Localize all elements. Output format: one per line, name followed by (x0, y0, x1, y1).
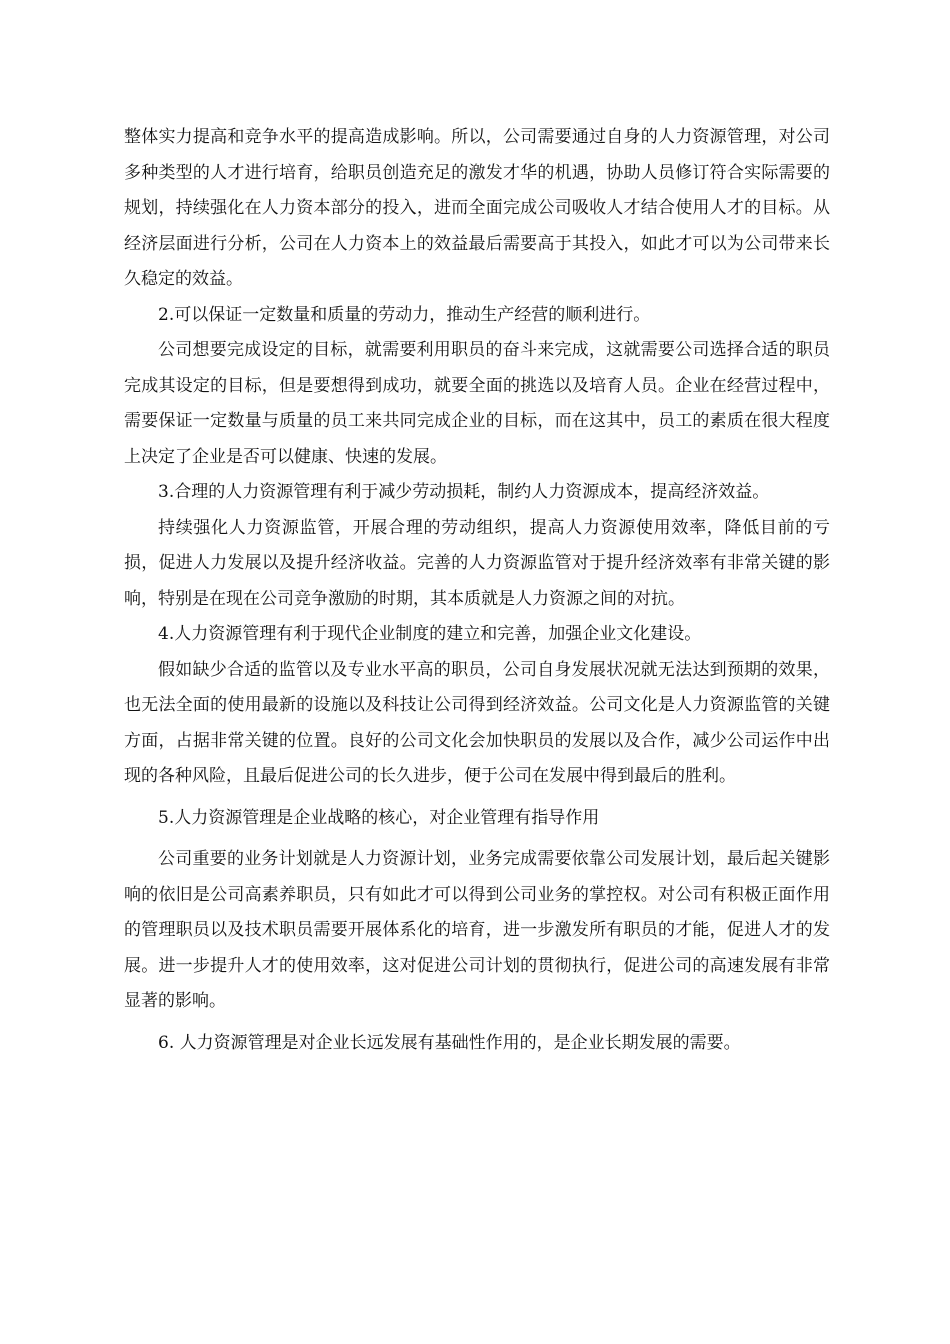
section-heading-3: 3.合理的人力资源管理有利于减少劳动损耗，制约人力资源成本，提高经济效益。 (158, 482, 770, 502)
document-body (124, 120, 830, 1061)
section-heading-4: 4.人力资源管理有利于现代企业制度的建立和完善，加强企业文化建设。 (158, 624, 702, 644)
paragraph-section-4: 假如缺少合适的监管以及专业水平高的职员，公司自身发展状况就无法达到预期的效果，也无法全面的使用最新的设施以及科技让公司得到经济效益。公司文化是人力资源监管的关键方面，占据非常关键的位置。良好的公司文化会加快职员的发展以及合作，减少公司运作中出现的各种风险，且最后促进公司的长久进步，便于公司在发展中得到最后的胜利。 (124, 659, 830, 786)
paragraph-section-5: 公司重要的业务计划就是人力资源计划，业务完成需要依靠公司发展计划，最后起关键影响的依旧是公司高素养职员，只有如此才可以得到公司业务的掌控权。对公司有积极正面作用的管理职员以及技术职员需要开展体系化的培育，进一步激发所有职员的才能，促进人才的发展。进一步提升人才的使用效率，这对促进公司计划的贯彻执行，促进公司的高速发展有非常显著的影响。 (124, 849, 830, 1011)
section-heading-5: 5.人力资源管理是企业战略的核心，对企业管理有指导作用 (158, 807, 600, 828)
paragraph-continuation: 整体实力提高和竞争水平的提高造成影响。所以，公司需要通过自身的人力资源管理，对公司多种类型的人才进行培育，给职员创造充足的激发才华的机遇，协助人员修订符合实际需要的规划，持续强化在人力资本部分的投入，进而全面完成公司吸收人才结合使用人才的目标。从经济层面进行分析，公司在人力资本上的效益最后需要高于其投入，如此才可以为公司带来长久稳定的效益。 (124, 127, 830, 289)
section-heading-2: 2.可以保证一定数量和质量的劳动力，推动生产经营的顺利进行。 (158, 304, 651, 325)
paragraph-section-3: 持续强化人力资源监管，开展合理的劳动组织，提高人力资源使用效率，降低目前的亏损，促进人力发展以及提升经济收益。完善的人力资源监管对于提升经济效率有非常关键的影响，特别是在现在公司竞争激励的时期，其本质就是人力资源之间的对抗。 (124, 517, 830, 609)
section-heading-6: 6. 人力资源管理是对企业长远发展有基础性作用的，是企业长期发展的需要。 (158, 1032, 741, 1053)
paragraph-section-2: 公司想要完成设定的目标，就需要利用职员的奋斗来完成，这就需要公司选择合适的职员完成其设定的目标，但是要想得到成功，就要全面的挑选以及培育人员。企业在经营过程中，需要保证一定数量与质量的员工来共同完成企业的目标，而在这其中，员工的素质在很大程度上决定了企业是否可以健康、快速的发展。 (124, 340, 830, 467)
